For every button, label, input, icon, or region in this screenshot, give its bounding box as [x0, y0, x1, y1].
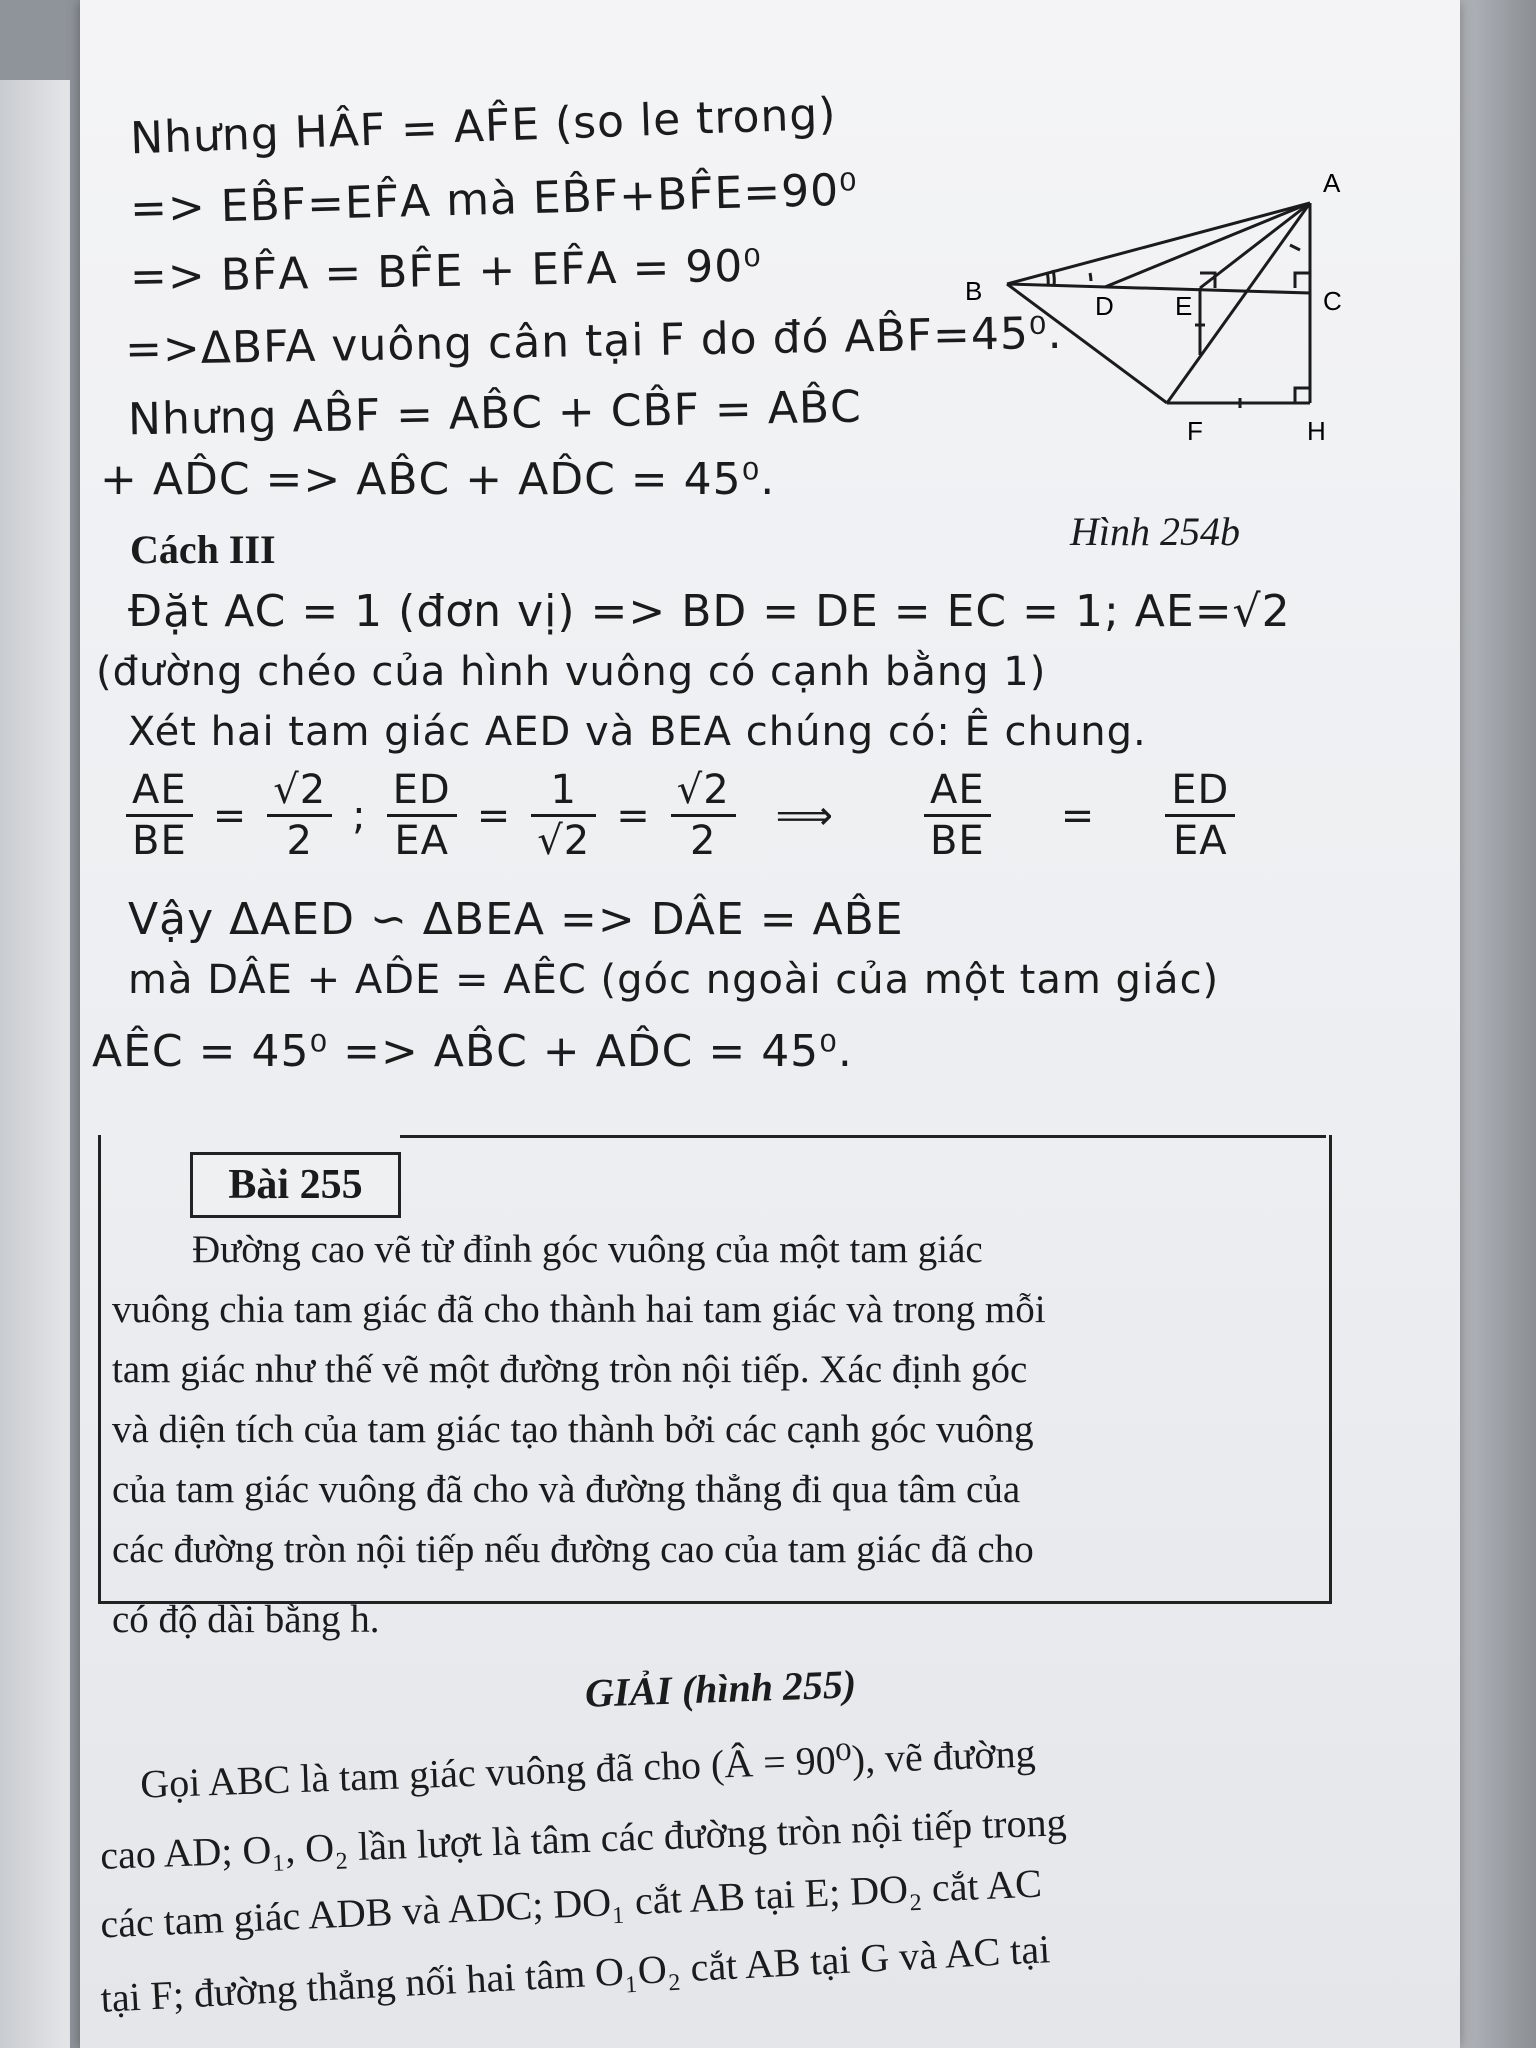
fraction-1-sqrt2: $\frac{1}{√2}$ — [531, 770, 596, 861]
equals-sign: = — [1060, 792, 1096, 839]
equals-sign: = — [616, 792, 651, 839]
proof-line-2: => EB̂F=EF̂A mà EB̂F+BF̂E=90⁰ — [129, 164, 859, 235]
problem-line-1: Đường cao vẽ từ đỉnh góc vuông của một tam giác — [192, 1228, 983, 1271]
problem-title: Bài 255 — [190, 1152, 401, 1218]
fraction-ed-ea: $\frac{ED}{EA}$ — [387, 770, 457, 861]
figure-caption: Hình 254b — [1070, 509, 1240, 554]
proof-line-11: Vậy ΔAED ∽ ΔBEA => DÂE = AB̂E — [128, 894, 904, 945]
fraction-line — [120, 767, 1241, 864]
proof-line-8: (đường chéo của hình vuông có cạnh bằng 1) — [96, 649, 1047, 695]
method-heading: Cách III — [130, 527, 276, 572]
equals-sign: = — [476, 792, 512, 839]
fraction-sqrt2-2: $\frac{√2}{2}$ — [267, 770, 332, 861]
fraction-sqrt2-2b: $\frac{√2}{2}$ — [671, 770, 736, 861]
tick-mark-1 — [1290, 245, 1300, 250]
right-angle-mark-h — [1295, 388, 1310, 403]
problem-line-3: tam giác như thế vẽ một đường tròn nội tiếp. Xác định góc — [112, 1348, 1028, 1391]
angle-mark-d — [1090, 273, 1091, 281]
solution-line-4: tại F; đường thẳng nối hai tâm O₁O₂ cắt AB tại G và AC tại — [99, 1926, 1052, 2021]
label-a: A — [1323, 170, 1341, 198]
label-h: H — [1307, 416, 1326, 446]
solution-line-1: Gọi ABC là tam giác vuông đã cho (Â = 90⁰), vẽ đường — [139, 1730, 1037, 1807]
label-d: D — [1095, 291, 1114, 321]
solution-heading: GIẢI (hình 255) — [584, 1661, 857, 1716]
proof-line-3: => BF̂A = BF̂E + EF̂A = 90⁰ — [129, 240, 763, 303]
implies-arrow: ⟹ — [775, 792, 834, 839]
solution-line-2: cao AD; O₁, O₂ lần lượt là tâm các đường tròn nội tiếp trong — [99, 1799, 1068, 1878]
fraction-ae-be-2: $\frac{AE}{BE}$ — [924, 770, 991, 861]
problem-line-5: của tam giác vuông đã cho và đường thẳng đi qua tâm của — [112, 1468, 1021, 1511]
equals-sign: = — [212, 792, 248, 839]
proof-line-13: AÊC = 45⁰ => AB̂C + AD̂C = 45⁰. — [92, 1026, 853, 1077]
proof-line-6: + AD̂C => AB̂C + AD̂C = 45⁰. — [100, 454, 776, 505]
separator: ; — [352, 792, 367, 839]
proof-line-5: Nhưng AB̂F = AB̂C + CB̂F = AB̂C — [127, 381, 863, 446]
proof-line-4: =>ΔBFA vuông cân tại F do đó AB̂F=45⁰. — [124, 307, 1063, 376]
proof-line-1: Nhưng HÂF = AF̂E (so le trong) — [129, 88, 838, 165]
label-e: E — [1175, 291, 1193, 321]
fraction-ed-ea-2: $\frac{ED}{EA}$ — [1165, 770, 1235, 861]
segment-bc — [1007, 284, 1310, 293]
proof-line-9: Xét hai tam giác AED và BEA chúng có: Ê chung. — [128, 709, 1147, 755]
problem-line-6: các đường tròn nội tiếp nếu đường cao của tam giác đã cho — [112, 1528, 1034, 1571]
background-desk-left — [0, 80, 70, 2048]
problem-line-2: vuông chia tam giác đã cho thành hai tam giác và trong mỗi — [112, 1288, 1046, 1331]
proof-line-12: mà DÂE + AD̂E = AÊC (góc ngoài của một tam giác) — [128, 957, 1220, 1003]
fraction-ae-be: $\frac{AE}{BE}$ — [126, 770, 193, 861]
angle-mark-b2 — [1053, 270, 1054, 286]
solution-line-3: các tam giác ADB và ADC; DO₁ cắt AB tại E; DO₂ cắt AC — [99, 1860, 1043, 1947]
proof-line-7: Đặt AC = 1 (đơn vị) => BD = DE = EC = 1; AE=√2 — [128, 586, 1291, 637]
problem-box-top-border — [400, 1135, 1326, 1138]
right-angle-mark-c — [1295, 273, 1310, 288]
label-c: C — [1323, 286, 1342, 316]
segment-bf — [1007, 284, 1167, 403]
problem-line-7: có độ dài bằng h. — [112, 1598, 380, 1641]
label-f: F — [1187, 416, 1203, 446]
angle-mark-b1 — [1047, 272, 1048, 286]
label-b: B — [965, 276, 983, 306]
figure-254b — [955, 170, 1355, 450]
problem-line-4: và diện tích của tam giác tạo thành bởi các cạnh góc vuông — [112, 1408, 1034, 1451]
